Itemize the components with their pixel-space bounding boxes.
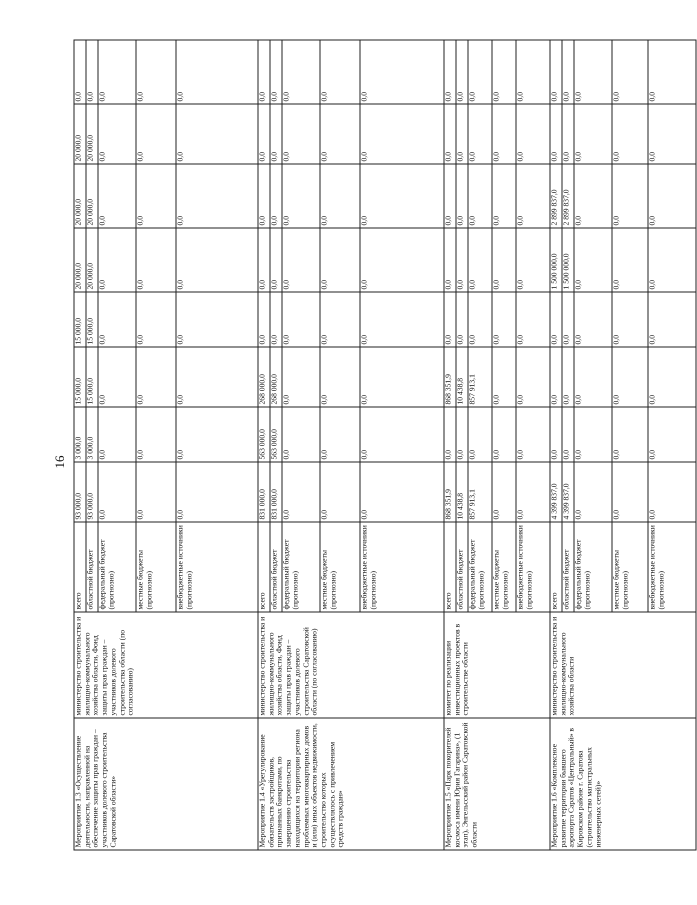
amount-cell: 0,0 <box>562 407 574 462</box>
measure-cell: Мероприятие 1.6 «Комплексное развитие территории бывшего аэропорта Саратов «Центральный» в Кировском районе г. Саратова (строительство магистральных инженерных сетей)» <box>550 718 696 850</box>
funding-source-cell: областной бюджет <box>562 522 574 612</box>
amount-cell: 0,0 <box>136 292 176 347</box>
amount-cell: 93 000,0 <box>86 462 98 522</box>
amount-cell: 0,0 <box>176 347 258 407</box>
amount-cell: 0,0 <box>456 407 468 462</box>
amount-cell: 0,0 <box>574 407 612 462</box>
amount-cell: 0,0 <box>360 347 444 407</box>
amount-cell: 15 000,0 <box>86 347 98 407</box>
measure-cell: Мероприятие 1.5 «Парк покорителей космоса имени Юрия Гагарина», (1 этап), Энгельсский район Саратовской области <box>444 718 550 850</box>
amount-cell: 20 000,0 <box>86 164 98 228</box>
funding-source-cell: местные бюджеты (прогнозно) <box>136 522 176 612</box>
amount-cell: 0,0 <box>516 40 550 104</box>
amount-cell: 0,0 <box>176 104 258 164</box>
amount-cell: 0,0 <box>176 228 258 292</box>
funding-source-cell: областной бюджет <box>456 522 468 612</box>
amount-cell: 15 000,0 <box>86 292 98 347</box>
funding-source-cell: федеральный бюджет (прогнозно) <box>574 522 612 612</box>
amount-cell: 0,0 <box>468 40 492 104</box>
amount-cell: 0,0 <box>492 462 516 522</box>
amount-cell: 0,0 <box>98 347 136 407</box>
funding-source-cell: федеральный бюджет (прогнозно) <box>468 522 492 612</box>
amount-cell: 0,0 <box>516 462 550 522</box>
amount-cell: 20 000,0 <box>74 164 86 228</box>
amount-cell: 857 913,1 <box>468 462 492 522</box>
amount-cell: 0,0 <box>98 228 136 292</box>
amount-cell: 0,0 <box>74 40 86 104</box>
funding-source-cell: федеральный бюджет (прогнозно) <box>98 522 136 612</box>
amount-cell: 0,0 <box>516 347 550 407</box>
amount-cell: 0,0 <box>648 228 696 292</box>
amount-cell: 0,0 <box>98 104 136 164</box>
amount-cell: 0,0 <box>492 228 516 292</box>
amount-cell: 0,0 <box>612 407 648 462</box>
amount-cell: 20 000,0 <box>74 228 86 292</box>
table-row <box>444 40 456 850</box>
amount-cell: 0,0 <box>176 292 258 347</box>
amount-cell: 563 000,0 <box>258 407 270 462</box>
funding-source-cell: внебюджетные источники (прогнозно) <box>516 522 550 612</box>
amount-cell: 0,0 <box>258 104 270 164</box>
amount-cell: 0,0 <box>176 407 258 462</box>
amount-cell: 0,0 <box>444 40 456 104</box>
amount-cell: 20 000,0 <box>86 228 98 292</box>
funding-source-cell: всего <box>550 522 562 612</box>
amount-cell: 3 000,0 <box>86 407 98 462</box>
amount-cell: 0,0 <box>648 462 696 522</box>
amount-cell: 0,0 <box>270 40 282 104</box>
amount-cell: 0,0 <box>282 292 320 347</box>
funding-source-cell: внебюджетные источники (прогнозно) <box>176 522 258 612</box>
amount-cell: 0,0 <box>320 292 360 347</box>
amount-cell: 0,0 <box>136 407 176 462</box>
page-number: 16 <box>52 455 67 469</box>
funding-source-cell: местные бюджеты (прогнозно) <box>612 522 648 612</box>
amount-cell: 2 899 837,0 <box>550 164 562 228</box>
amount-cell: 0,0 <box>360 292 444 347</box>
amount-cell: 20 000,0 <box>74 104 86 164</box>
table-row <box>258 40 270 850</box>
amount-cell: 0,0 <box>516 104 550 164</box>
amount-cell: 0,0 <box>562 40 574 104</box>
amount-cell: 0,0 <box>444 407 456 462</box>
amount-cell: 0,0 <box>444 228 456 292</box>
amount-cell: 0,0 <box>270 292 282 347</box>
amount-cell: 0,0 <box>136 462 176 522</box>
amount-cell: 3 000,0 <box>74 407 86 462</box>
amount-cell: 0,0 <box>444 104 456 164</box>
amount-cell: 0,0 <box>550 104 562 164</box>
amount-cell: 0,0 <box>574 40 612 104</box>
funding-source-cell: местные бюджеты (прогнозно) <box>492 522 516 612</box>
amount-cell: 0,0 <box>574 228 612 292</box>
amount-cell: 0,0 <box>360 407 444 462</box>
amount-cell: 0,0 <box>98 164 136 228</box>
amount-cell: 0,0 <box>136 104 176 164</box>
amount-cell: 0,0 <box>360 228 444 292</box>
funding-source-cell: внебюджетные источники (прогнозно) <box>360 522 444 612</box>
amount-cell: 0,0 <box>574 462 612 522</box>
amount-cell: 10 438,8 <box>456 347 468 407</box>
amount-cell: 0,0 <box>136 40 176 104</box>
measure-cell: Мероприятие 1.4 «Урегулирование обязательств застройщиков, признанных банкротами, по завершению строительства находящихся на территории региона проблемных многоквартирных домов и (или) иных объектов недвижимости, строительство которых осуществлялось с привлечением средств граждан» <box>258 718 444 850</box>
amount-cell: 2 899 837,0 <box>562 164 574 228</box>
amount-cell: 0,0 <box>282 164 320 228</box>
amount-cell: 0,0 <box>320 164 360 228</box>
amount-cell: 0,0 <box>98 40 136 104</box>
amount-cell: 0,0 <box>282 104 320 164</box>
amount-cell: 0,0 <box>648 164 696 228</box>
amount-cell: 0,0 <box>136 164 176 228</box>
amount-cell: 0,0 <box>492 164 516 228</box>
amount-cell: 0,0 <box>98 462 136 522</box>
amount-cell: 0,0 <box>468 292 492 347</box>
amount-cell: 1 500 000,0 <box>562 228 574 292</box>
amount-cell: 0,0 <box>320 407 360 462</box>
amount-cell: 0,0 <box>176 40 258 104</box>
amount-cell: 0,0 <box>492 407 516 462</box>
funding-source-cell: местные бюджеты (прогнозно) <box>320 522 360 612</box>
amount-cell: 0,0 <box>282 40 320 104</box>
amount-cell: 0,0 <box>612 462 648 522</box>
amount-cell: 20 000,0 <box>86 104 98 164</box>
amount-cell: 0,0 <box>550 40 562 104</box>
amount-cell: 0,0 <box>468 407 492 462</box>
budget-table <box>74 40 697 851</box>
amount-cell: 0,0 <box>562 292 574 347</box>
amount-cell: 0,0 <box>360 164 444 228</box>
amount-cell: 0,0 <box>320 40 360 104</box>
amount-cell: 0,0 <box>574 104 612 164</box>
amount-cell: 0,0 <box>516 292 550 347</box>
amount-cell: 0,0 <box>550 292 562 347</box>
amount-cell: 0,0 <box>98 292 136 347</box>
amount-cell: 0,0 <box>550 347 562 407</box>
amount-cell: 0,0 <box>492 292 516 347</box>
amount-cell: 0,0 <box>282 462 320 522</box>
amount-cell: 831 000,0 <box>270 462 282 522</box>
amount-cell: 0,0 <box>468 104 492 164</box>
executor-cell: министерство строительства и жилищно-коммунального хозяйства области, Фонд защиты прав граждан – участников долевого строительства области (по согласованию) <box>74 612 258 718</box>
rotated-table-container <box>73 41 666 851</box>
amount-cell: 4 399 837,0 <box>550 462 562 522</box>
amount-cell: 0,0 <box>86 40 98 104</box>
amount-cell: 268 000,0 <box>258 347 270 407</box>
amount-cell: 0,0 <box>562 104 574 164</box>
amount-cell: 0,0 <box>270 164 282 228</box>
amount-cell: 0,0 <box>444 164 456 228</box>
amount-cell: 0,0 <box>456 40 468 104</box>
amount-cell: 10 438,8 <box>456 462 468 522</box>
funding-source-cell: областной бюджет <box>86 522 98 612</box>
amount-cell: 0,0 <box>562 347 574 407</box>
amount-cell: 0,0 <box>258 292 270 347</box>
amount-cell: 268 000,0 <box>270 347 282 407</box>
amount-cell: 0,0 <box>136 347 176 407</box>
funding-source-cell: всего <box>444 522 456 612</box>
amount-cell: 0,0 <box>320 347 360 407</box>
amount-cell: 563 000,0 <box>270 407 282 462</box>
amount-cell: 0,0 <box>456 292 468 347</box>
amount-cell: 0,0 <box>360 40 444 104</box>
amount-cell: 0,0 <box>136 228 176 292</box>
amount-cell: 857 913,1 <box>468 347 492 407</box>
amount-cell: 0,0 <box>516 164 550 228</box>
amount-cell: 0,0 <box>648 407 696 462</box>
amount-cell: 0,0 <box>320 462 360 522</box>
amount-cell: 0,0 <box>258 228 270 292</box>
amount-cell: 0,0 <box>574 347 612 407</box>
amount-cell: 0,0 <box>98 407 136 462</box>
amount-cell: 0,0 <box>648 292 696 347</box>
amount-cell: 0,0 <box>492 104 516 164</box>
amount-cell: 0,0 <box>550 407 562 462</box>
amount-cell: 0,0 <box>360 104 444 164</box>
funding-source-cell: федеральный бюджет (прогнозно) <box>282 522 320 612</box>
amount-cell: 0,0 <box>282 407 320 462</box>
executor-cell: министерство строительства и жилищно-коммунального хозяйства области <box>550 612 696 718</box>
amount-cell: 0,0 <box>270 104 282 164</box>
amount-cell: 0,0 <box>612 228 648 292</box>
amount-cell: 868 351,9 <box>444 462 456 522</box>
amount-cell: 4 399 837,0 <box>562 462 574 522</box>
amount-cell: 0,0 <box>282 228 320 292</box>
amount-cell: 0,0 <box>516 228 550 292</box>
amount-cell: 0,0 <box>574 292 612 347</box>
amount-cell: 0,0 <box>176 462 258 522</box>
amount-cell: 0,0 <box>456 228 468 292</box>
amount-cell: 0,0 <box>444 292 456 347</box>
table-row <box>550 40 562 850</box>
amount-cell: 15 000,0 <box>74 347 86 407</box>
amount-cell: 0,0 <box>648 347 696 407</box>
amount-cell: 0,0 <box>360 462 444 522</box>
amount-cell: 0,0 <box>456 164 468 228</box>
amount-cell: 0,0 <box>468 164 492 228</box>
amount-cell: 0,0 <box>612 292 648 347</box>
amount-cell: 868 351,9 <box>444 347 456 407</box>
amount-cell: 0,0 <box>320 104 360 164</box>
measure-cell: Мероприятие 1.3 «Осуществление деятельности, направленной на обеспечение защиты прав граждан – участников долевого строительства Саратовской области» <box>74 718 258 850</box>
amount-cell: 0,0 <box>612 104 648 164</box>
amount-cell: 0,0 <box>492 40 516 104</box>
amount-cell: 0,0 <box>516 407 550 462</box>
funding-source-cell: всего <box>74 522 86 612</box>
amount-cell: 0,0 <box>258 164 270 228</box>
amount-cell: 0,0 <box>456 104 468 164</box>
executor-cell: комитет по реализации инвестиционных проектов в строительстве области <box>444 612 550 718</box>
amount-cell: 0,0 <box>282 347 320 407</box>
amount-cell: 15 000,0 <box>74 292 86 347</box>
amount-cell: 0,0 <box>612 164 648 228</box>
amount-cell: 1 500 000,0 <box>550 228 562 292</box>
table-row <box>74 40 86 850</box>
funding-source-cell: внебюджетные источники (прогнозно) <box>648 522 696 612</box>
funding-source-cell: областной бюджет <box>270 522 282 612</box>
executor-cell: министерство строительства и жилищно-коммунального хозяйства области, Фонд защиты прав граждан – участников долевого строительства Саратовской области (по согласованию) <box>258 612 444 718</box>
funding-source-cell: всего <box>258 522 270 612</box>
amount-cell: 0,0 <box>468 228 492 292</box>
amount-cell: 0,0 <box>648 40 696 104</box>
amount-cell: 0,0 <box>176 164 258 228</box>
amount-cell: 0,0 <box>574 164 612 228</box>
amount-cell: 0,0 <box>612 347 648 407</box>
amount-cell: 0,0 <box>258 40 270 104</box>
amount-cell: 0,0 <box>648 104 696 164</box>
amount-cell: 0,0 <box>270 228 282 292</box>
amount-cell: 0,0 <box>320 228 360 292</box>
amount-cell: 0,0 <box>492 347 516 407</box>
amount-cell: 0,0 <box>612 40 648 104</box>
amount-cell: 831 000,0 <box>258 462 270 522</box>
table-body <box>74 40 696 850</box>
amount-cell: 93 000,0 <box>74 462 86 522</box>
